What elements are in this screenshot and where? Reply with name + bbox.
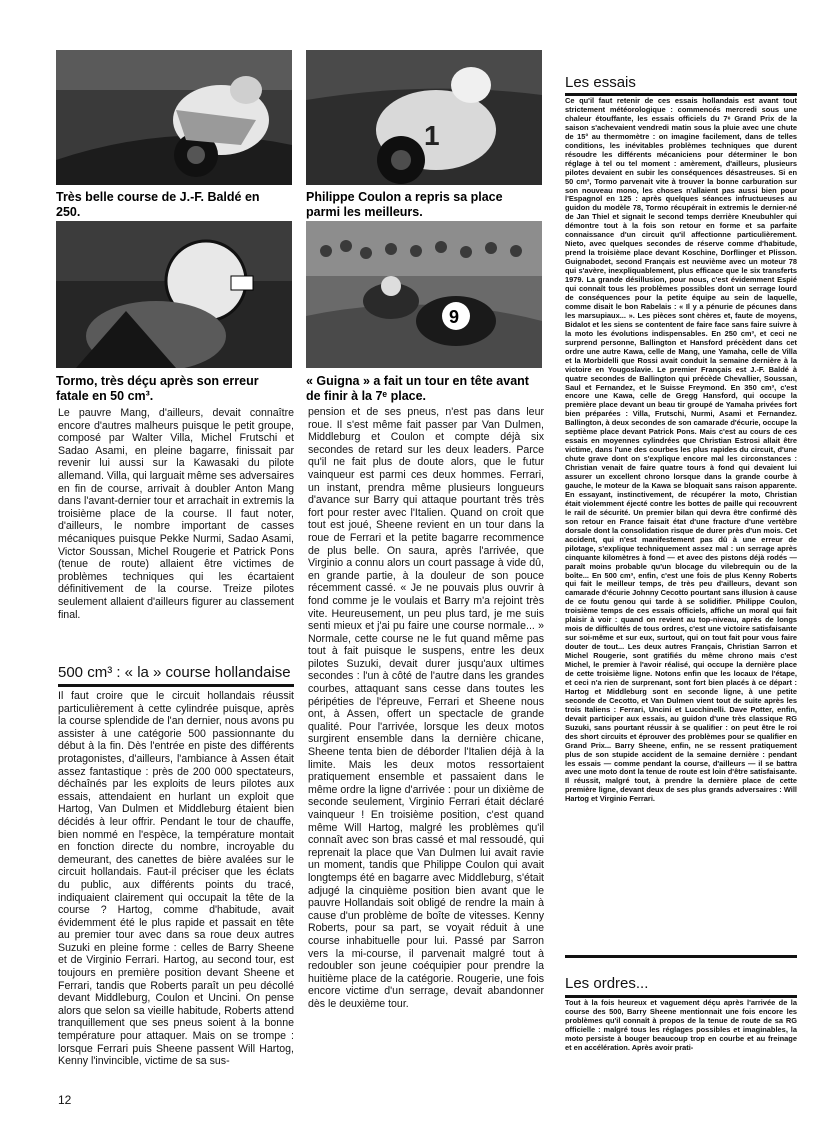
ordres-body: Tout à la fois heureux et vaguement déçu après l'arrivée de la course des 500, Barry Sheene mentionnait une fois encore les problèmes qu'il connaît à propos de la tenue de route de sa RG officielle : malgré tous les réglages possibles et imaginables, la moto persiste à bouger beaucoup trop en courbe et au freinage et en accélération. Après avoir prati- <box>565 998 797 1052</box>
essais-body: Ce qu'il faut retenir de ces essais hollandais est avant tout strictement météorologique : commencés mercredi sous une chaleur étouffante, les essais officiels du 7ᵉ Grand Prix de la saison s'achevaient vendredi matin sous la pluie avec une chute de 15° au thermomètre : on imagine facilement, dans de telles conditions, les inévitables problèmes techniques que durent résoudre les différents mécaniciens pour déterminer le bon réglage à tel ou tel moment : amèrement, d'ailleurs, plusieurs pilotes devaient en subir les conséquences désastreuses. Si en 50 cm³, Tormo parvenait vite à trouver la bonne carburation sur son nouveau mono, les choses n'allaient pas aussi bien pour l'Espagnol en 125 : après quelques séances infructueuses au guidon du modèle 78, Tormo récupérait in extremis le dernier-né de Jan Thiel et signait le second temps derrière Kneubuhler qui démontre tout à la fois son retour en forme et sa parfaite connaissance d'un circuit qu'il affectionne particulièrement. Nieto, avec quelques secondes de réserve comme d'habitude, prend la troisième place devant Koschine, Dorflinger et Plisson. Guignabodet, second Français est neuvième avec un moteur 78 qui s'avère, inexpliquablement, plus efficace que le six transferts 1979. La grande désillusion, pour nous, c'est évidemment Espié qui connaît tous les problèmes possibles dont un serrage lourd de conséquences pour la petite équipe au sein de laquelle, comme disait le bon Rabelais : « Il y a pénurie de pécunes dans les marsupiaux... ». Les pièces sont chères et, faute de moyens, Bidalot et les siens se contentent de faire face sans faire suivre à la moto les évolutions indispensables. En 250 cm³, et ceci ne surprend personne, Ballington et Hansford précèdent dans cet ordre une autre Kawa, celle de Mang, une Yamaha, celle de Villa et la Morbidelli que Rossi avait conduit la semaine dernière à la victoire en Yougoslavie. Le premier Français est J.-F. Baldé à quatre secondes de Ballington qui précède Chevallier, Soussan, Saul et Fernandez, et le Suisse Freymond. En 350 cm³, c'est encore une Kawa, celle de Gregg Hansford, qui occupe la première place devant un beau tir groupé de Yamaha privées fort bien préparées : Villa, Frutschi, Nurmi, Asami et Fernandez. Ballington, à deux secondes de son camarade d'écurie, occupe la septième place devant Patrick Pons. Mais c'est au cours de ces essais en moyennes cylindrées que Christian Estrosi allait être victime, dans l'une des courbes les plus rapides du circuit, d'une chute grave dont on s'explique encore mal les circonstances : Christian venait de faire quatre tours à fond qui devaient lui assurer un excellent chrono lorsque dans la grande courbe à gauche, le moteur de la Kawa se bloquait sans raison apparente. En essayant, instinctivement, de récupérer la moto, Christian était violemment éjecté contre les bottes de paille qui recouvrent le rail de sécurité. Un premier bilan qui devra être confirmé dès son retour en France faisait état d'une fracture d'une vertèbre dorsale dont la consolidation risque de durer près d'un mois. Cet accident, qui n'est manifestement pas dû à une erreur de pilotage, s'explique techniquement assez mal : un serrage après cinquante kilomètres à fond — et avec des pistons déjà rodés — paraît moins probable qu'un blocage du vilebrequin ou de la boîte... En 500 cm³, enfin, c'est une fois de plus Kenny Roberts qui fait le meilleur temps, de très peu d'ailleurs, devant son camarade d'écurie Johnny Cecotto pourtant sans illusion à cause de ce foutu genou qui tarde à se solidifier. Philippe Coulon, troisième temps de ces essais officiels, affiche un moral qui fait plaisir à voir : quand on revient au top-niveau, après de longs mois de difficultés de tous ordres, c'est une victoire satisfaisante sur soi-même et sur eux, surtout, qui on tout fait pour vous faire douter de tout... Les deux autres Français, Christian Sarron et Michel Rougerie, sont gratifiés du même chrono mais c'est Michel, le premier à l'avoir réalisé, qui occupe la dernière place de cette troisième ligne. Notons enfin que les locaux de l'étape, et ceci n'a rien de surprenant, sont fort bien placés à ce départ : Hartog et Middleburg sont en seconde ligne, à une petite seconde de Cecotto, et Van Dulmen vient tout de suite après les trois Italiens : Ferrari, Uncini et Lucchinelli. Dave Potter, enfin, devait participer aux essais, au guidon d'une très classique RG Suzuki, sans pourtant réussir à se qualifier : on peut être le roi des short circuits et éprouver des problèmes pour se qualifier en Grand Prix... Barry Sheene, enfin, ne se ressent pratiquement plus de son stupide accident de la semaine dernière : pendant les essais — comme pendant la course, d'ailleurs — il se battra avec une moto dont la tenue de route est loin d'être satisfaisante. Il réussit, malgré tout, à prendre la dernière place de cette première ligne, devant deux de ses plus grands adversaires : Will Hartog et Virginio Ferrari. <box>565 96 797 804</box>
section-heading-ordres: Les ordres... <box>565 975 649 992</box>
photo-tormo <box>56 221 292 368</box>
section-heading-500: 500 cm³ : « la » course hollandaise <box>58 664 291 681</box>
caption-tormo: Tormo, très déçu après son erreur fatale en 50 cm³. <box>56 374 259 403</box>
caption-guigna: « Guigna » a fait un tour en tête avant de finir à la 7ᵉ place. <box>306 374 529 403</box>
column2-body: pension et de ses pneus, n'est pas dans leur roue. Il s'est même fait passer par Van Dulmen, Middleburg et Coulon et compte déjà six secondes de retard sur les deux leaders. Parce qu'il ne fait plus de doute alors, que le futur vainqueur est parmi ces deux hommes. Ferrari, un instant, prendra même plusieurs longueurs d'avance sur Barry qui attaque pourtant très très fort pour rester avec l'Italien. Quand on croit que tout est joué, Sheene revient en un tour dans la roue de Ferrari et la petite bagarre recommence de plus belle. On saura, après l'arrivée, que Virginio a connu alors un court passage à vide dû, en grande partie, à la douleur de son pouce récemment cassé. « Je ne pouvais plus ouvrir à fond comme je le voulais et Barry m'a rejoint très vite. Heureusement, un peu plus tard, je me suis senti mieux et j'ai pu faire une course normale... » Normale, cette course ne le fut quand même pas tout à fait puisque le suspens, entre les deux pilotes Suzuki, devait durer jusqu'aux ultimes secondes : l'un à côté de l'autre dans les grandes courbes, attaquant sans cesse dans toutes les péripéties de l'épreuve, Ferrari et Sheene nous ont, à Assen, offert un spectacle de grande qualité. Pour l'arrivée, lorsque les deux motos surgirent ensemble dans la dernière chicane, Sheene tenta bien de déborder l'Italien déjà à la limite. Mais les deux motos ressortaient pratiquement ensemble et passaient dans le même ordre la ligne d'arrivée : pour un dixième de seconde seulement, Virginio Ferrari était déclaré vainqueur ! En troisième position, c'est quand même Will Hartog, malgré les problèmes qu'il connaît avec son bras cassé et mal ressoudé, qui reprenait la place que Van Dulmen lui avait ravie un moment, tandis que Philippe Coulon qui avait longtemps été en bagarre avec Middleburg, s'était adjugé la cinquième position bien avant que le pauvre Hollandais soit obligé de rendre la main à cause d'un problème de boîte de vitesses. Kenny Roberts, pour sa part, se voyait réduit à une course inhabituelle pour lui. Passé par Sarron vers la mi-course, il parvenait malgré tout à redoubler son jeune coéquipier pour prendre la huitième place de la catégorie. Rougerie, une fois encore victime d'un serrage, devait abandonner dès le deuxième tour. <box>308 406 544 1010</box>
top-rule-ordres <box>565 955 797 958</box>
heading-rule-500 <box>58 684 294 687</box>
photo-coulon <box>306 50 542 185</box>
photo-balde <box>56 50 292 185</box>
photo-guigna <box>306 221 542 368</box>
column1-intro: Le pauvre Mang, d'ailleurs, devait connaître encore d'autres malheurs puisque le petit groupe, composé par Walter Villa, Michel Frutschi et Sadao Asami, en pleine bagarre, finissait par revenir lui aussi sur la Kawasaki du pilote allemand. Villa, qui larguait même ses adversaires en fin de course, arrivait à doubler Anton Mang dans l'avant-dernier tour et arrachait in extremis la troisième place de la course. Il faut noter, d'ailleurs, le nombre important de casses mécaniques puisque Pekke Nurmi, Sadao Asami, Victor Soussan, Michel Rougerie et Patrick Pons (tenue de route) allaient être victimes de problèmes techniques qui les écartaient définitivement de la course. Treize pilotes seulement allaient d'ailleurs figurer au classement final. <box>58 407 294 621</box>
section-heading-essais: Les essais <box>565 74 636 91</box>
caption-coulon: Philippe Coulon a repris sa place parmi les meilleurs. <box>306 190 503 219</box>
svg-text:9: 9 <box>449 307 460 327</box>
svg-text:1: 1 <box>424 120 440 151</box>
caption-balde: Très belle course de J.-F. Baldé en 250. <box>56 190 260 219</box>
page-number: 12 <box>58 1093 72 1107</box>
column1-body: Il faut croire que le circuit hollandais réussit particulièrement à cette cylindrée puisque, après la course splendide de l'an dernier, nous avons pu assister à une catégorie 500 passionnante du début à la fin. Dès l'entrée en piste des différents protagonistes, d'ailleurs, l'ambiance à Assen était assez fantastique : près de 200 000 spectateurs, déchaînés par les exploits de leurs pilotes aux essais, attendaient en hurlant un exploit que Hartog, Van Dulmen et Middleburg étaient bien décidés à leur offrir. Pendant le tour de chauffe, bien nommé en l'espèce, la température montait en fonction directe du nombre, incroyable du demeurant, des canettes de bière avalées sur le circuit hollandais. Faut-il préciser que les éclats du public, aux différents points du tracé, indiquaient clairement qui occupait la tête de la course ? Hartog, comme d'habitude, avait évidemment été le plus rapide et passait en tête au premier tour avec dans sa roue deux autres Suzuki en pleine forme : celles de Barry Sheene et de Virginio Ferrari. Hartog, au second tour, est toujours en première position devant Sheene et Ferrari, tandis que Roberts paraît un peu décollé devant Middleburg, Coulon et Uncini. On pense alors que selon sa vieille habitude, Roberts attend tranquillement que ses pneus soient à la bonne température pour attaquer. Mais on se trompe : lorsque Ferrari puis Sheene passent Will Hartog, Kenny l'invincible, victime de sa sus- <box>58 690 294 1068</box>
